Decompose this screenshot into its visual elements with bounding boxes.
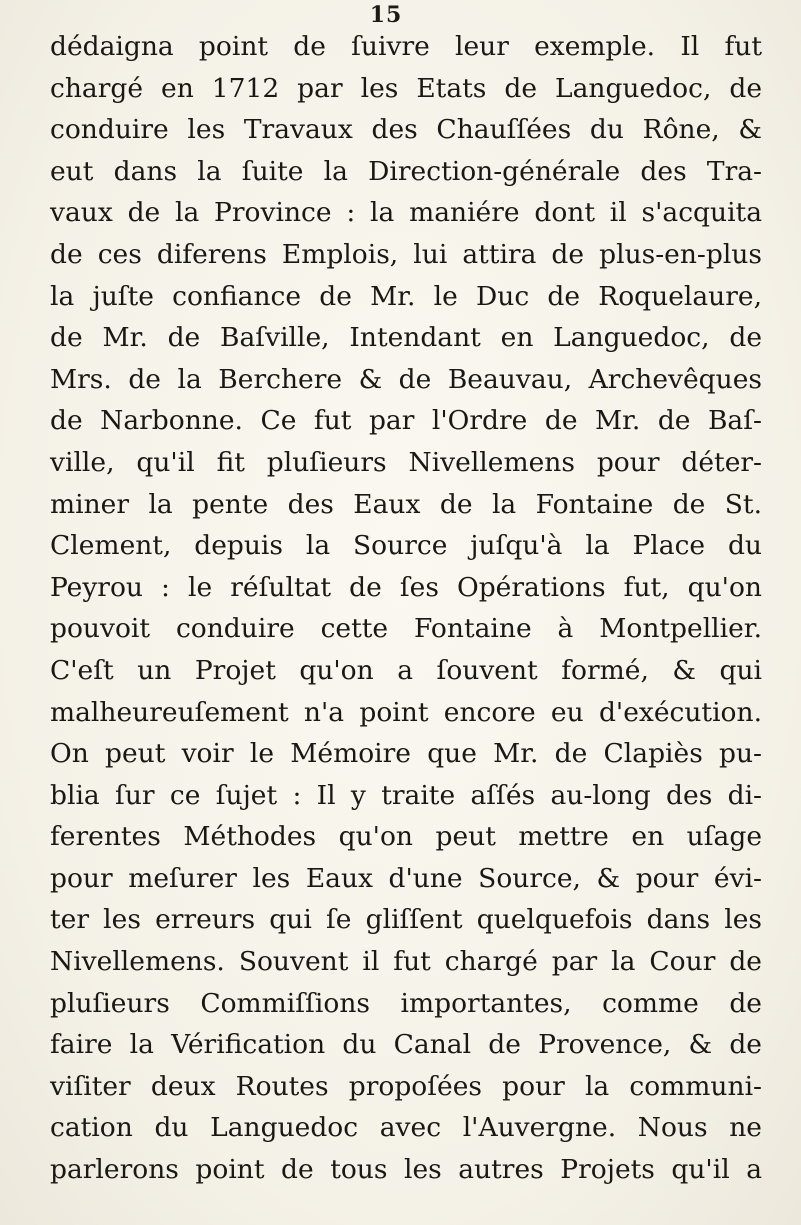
text-line: de Mr. de Baſville, Intendant en Languedoc, de	[50, 322, 762, 354]
text-line: malheureuſement n'a point encore eu d'exécution.	[50, 696, 762, 728]
text-line: la juſte confiance de Mr. le Duc de Roquelaure,	[50, 280, 762, 312]
text-line: de Narbonne. Ce fut par l'Ordre de Mr. de Baſ-	[50, 405, 762, 437]
text-line: ville, qu'il fit pluſieurs Nivellemens pour déter-	[50, 446, 762, 478]
text-line: blia ſur ce ſujet : Il y traite aſſés au-long des di-	[50, 779, 762, 811]
text-line: chargé en 1712 par les Etats de Languedoc, de	[50, 72, 762, 104]
text-line: faire la Vérification du Canal de Provence, & de	[50, 1029, 762, 1061]
text-line: Nivellemens. Souvent il fut chargé par la Cour de	[50, 946, 762, 978]
text-line: ferentes Méthodes qu'on peut mettre en uſage	[50, 821, 762, 853]
text-line: pluſieurs Commiſſions importantes, comme de	[50, 987, 762, 1019]
text-line: pouvoit conduire cette Fontaine à Montpellier.	[50, 613, 762, 645]
text-line: Peyrou : le réſultat de ſes Opérations fut, qu'on	[50, 571, 762, 603]
text-line: ter les erreurs qui ſe gliſſent quelquefois dans les	[50, 904, 762, 936]
text-line: cation du Languedoc avec l'Auvergne. Nous ne	[50, 1112, 762, 1144]
text-line: de ces diferens Emplois, lui attira de plus-en-plus	[50, 238, 762, 270]
text-line: Clement, depuis la Source juſqu'à la Place du	[50, 530, 762, 562]
text-line: eut dans la ſuite la Direction-générale des Tra-	[50, 155, 762, 187]
page-number: 15	[369, 2, 403, 28]
text-line: Mrs. de la Berchere & de Beauvau, Archevêques	[50, 363, 762, 395]
text-line: C'eſt un Projet qu'on a ſouvent formé, & qui	[50, 654, 762, 686]
text-line: viſiter deux Routes propoſées pour la communi-	[50, 1070, 762, 1102]
text-line: parlerons point de tous les autres Projets qu'il a	[50, 1154, 762, 1186]
text-line: vaux de la Province : la maniére dont il s'acquita	[50, 197, 762, 229]
text-line: On peut voir le Mémoire que Mr. de Clapiès pu-	[50, 738, 762, 770]
text-line: miner la pente des Eaux de la Fontaine de St.	[50, 488, 762, 520]
text-line: pour meſurer les Eaux d'une Source, & pour évi-	[50, 862, 762, 894]
body-text	[50, 26, 762, 1191]
text-line: dédaigna point de ſuivre leur exemple. Il fut	[50, 31, 762, 62]
text-line: conduire les Travaux des Chauſſées du Rône, &	[50, 114, 762, 146]
